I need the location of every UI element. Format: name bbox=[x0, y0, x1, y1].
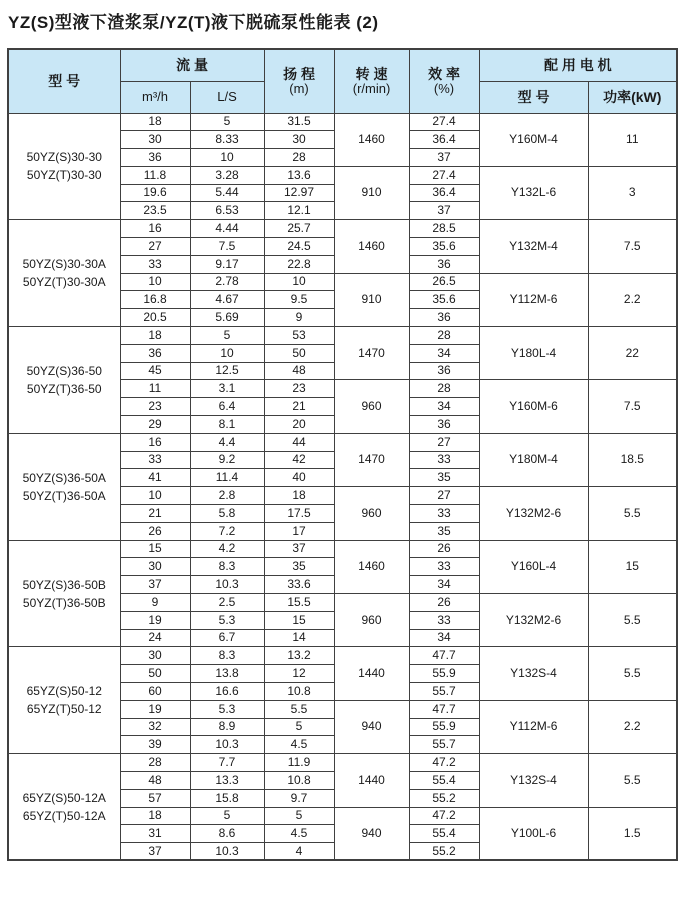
motor-model-cell: Y160M-6 bbox=[479, 380, 588, 433]
table-row bbox=[8, 327, 677, 345]
flow-ls-cell: 4.67 bbox=[190, 291, 264, 309]
head-cell: 4.5 bbox=[264, 736, 334, 754]
motor-model-cell: Y160L-4 bbox=[479, 540, 588, 593]
motor-model-cell: Y112M-6 bbox=[479, 700, 588, 753]
flow-ls-cell: 15.8 bbox=[190, 789, 264, 807]
motor-model-cell: Y132S-4 bbox=[479, 647, 588, 700]
table-header bbox=[8, 49, 677, 113]
efficiency-cell: 28 bbox=[409, 380, 479, 398]
col-header-efficiency-unit: (%) bbox=[433, 80, 455, 96]
col-header-head bbox=[264, 49, 334, 113]
flow-ls-cell: 5 bbox=[190, 807, 264, 825]
speed-cell: 1470 bbox=[334, 433, 409, 486]
efficiency-cell: 36 bbox=[409, 255, 479, 273]
table-row bbox=[8, 220, 677, 238]
head-cell: 20 bbox=[264, 416, 334, 434]
motor-power-cell: 7.5 bbox=[588, 220, 677, 273]
speed-cell: 1460 bbox=[334, 220, 409, 273]
col-header-head-label: 扬 程 bbox=[283, 65, 315, 82]
flow-m3h-cell: 23.5 bbox=[120, 202, 190, 220]
flow-ls-cell: 11.4 bbox=[190, 469, 264, 487]
efficiency-cell: 34 bbox=[409, 398, 479, 416]
efficiency-cell: 55.2 bbox=[409, 843, 479, 861]
flow-ls-cell: 6.7 bbox=[190, 629, 264, 647]
motor-model-cell: Y112M-6 bbox=[479, 273, 588, 326]
efficiency-cell: 36 bbox=[409, 309, 479, 327]
flow-ls-cell: 8.33 bbox=[190, 131, 264, 149]
flow-ls-cell: 5 bbox=[190, 327, 264, 345]
efficiency-cell: 34 bbox=[409, 344, 479, 362]
flow-ls-cell: 12.5 bbox=[190, 362, 264, 380]
model-name: 50YZ(T)36-50B bbox=[22, 595, 106, 610]
efficiency-cell: 55.4 bbox=[409, 771, 479, 789]
model-name: 50YZ(T)36-50A bbox=[22, 488, 106, 503]
motor-power-cell: 11 bbox=[588, 113, 677, 166]
flow-ls-cell: 4.4 bbox=[190, 433, 264, 451]
efficiency-cell: 36.4 bbox=[409, 184, 479, 202]
model-name: 50YZ(S)36-50 bbox=[26, 363, 102, 378]
efficiency-cell: 47.2 bbox=[409, 807, 479, 825]
efficiency-cell: 26 bbox=[409, 594, 479, 612]
efficiency-cell: 35.6 bbox=[409, 238, 479, 256]
flow-ls-cell: 13.8 bbox=[190, 665, 264, 683]
flow-ls-cell: 5.44 bbox=[190, 184, 264, 202]
efficiency-cell: 36.4 bbox=[409, 131, 479, 149]
efficiency-cell: 55.2 bbox=[409, 789, 479, 807]
motor-power-cell: 2.2 bbox=[588, 273, 677, 326]
efficiency-cell: 28 bbox=[409, 327, 479, 345]
motor-model-cell: Y132L-6 bbox=[479, 166, 588, 219]
col-header-motor-model: 型 号 bbox=[479, 81, 588, 113]
flow-m3h-cell: 29 bbox=[120, 416, 190, 434]
flow-ls-cell: 10 bbox=[190, 149, 264, 167]
col-header-efficiency bbox=[409, 49, 479, 113]
head-cell: 33.6 bbox=[264, 576, 334, 594]
col-header-speed-unit: (r/min) bbox=[352, 80, 391, 96]
motor-model-cell: Y132S-4 bbox=[479, 754, 588, 807]
model-name: 50YZ(T)36-50 bbox=[26, 381, 102, 396]
flow-m3h-cell: 18 bbox=[120, 807, 190, 825]
motor-model-cell: Y100L-6 bbox=[479, 807, 588, 860]
flow-ls-cell: 13.3 bbox=[190, 771, 264, 789]
efficiency-cell: 27 bbox=[409, 433, 479, 451]
flow-m3h-cell: 30 bbox=[120, 558, 190, 576]
head-cell: 22.8 bbox=[264, 255, 334, 273]
flow-ls-cell: 10.3 bbox=[190, 843, 264, 861]
flow-m3h-cell: 9 bbox=[120, 594, 190, 612]
motor-model-cell: Y132M2-6 bbox=[479, 487, 588, 540]
flow-m3h-cell: 28 bbox=[120, 754, 190, 772]
head-cell: 17.5 bbox=[264, 505, 334, 523]
flow-ls-cell: 10 bbox=[190, 344, 264, 362]
flow-ls-cell: 8.1 bbox=[190, 416, 264, 434]
model-name: 65YZ(S)50-12A bbox=[22, 790, 106, 805]
speed-cell: 1470 bbox=[334, 327, 409, 380]
flow-m3h-cell: 15 bbox=[120, 540, 190, 558]
head-cell: 50 bbox=[264, 344, 334, 362]
flow-m3h-cell: 41 bbox=[120, 469, 190, 487]
head-cell: 44 bbox=[264, 433, 334, 451]
head-cell: 9.7 bbox=[264, 789, 334, 807]
efficiency-cell: 55.4 bbox=[409, 825, 479, 843]
head-cell: 42 bbox=[264, 451, 334, 469]
flow-ls-cell: 2.5 bbox=[190, 594, 264, 612]
head-cell: 15 bbox=[264, 611, 334, 629]
col-header-head-unit: (m) bbox=[289, 80, 309, 96]
flow-ls-cell: 2.8 bbox=[190, 487, 264, 505]
head-cell: 23 bbox=[264, 380, 334, 398]
motor-model-cell: Y132M-4 bbox=[479, 220, 588, 273]
head-cell: 13.6 bbox=[264, 166, 334, 184]
flow-ls-cell: 5.8 bbox=[190, 505, 264, 523]
flow-ls-cell: 8.9 bbox=[190, 718, 264, 736]
flow-m3h-cell: 24 bbox=[120, 629, 190, 647]
flow-m3h-cell: 37 bbox=[120, 576, 190, 594]
head-cell: 30 bbox=[264, 131, 334, 149]
speed-cell: 960 bbox=[334, 487, 409, 540]
flow-ls-cell: 2.78 bbox=[190, 273, 264, 291]
model-cell bbox=[8, 327, 120, 434]
flow-m3h-cell: 20.5 bbox=[120, 309, 190, 327]
speed-cell: 1440 bbox=[334, 647, 409, 700]
col-header-motor: 配 用 电 机 bbox=[479, 49, 677, 81]
table-row bbox=[8, 647, 677, 665]
speed-cell: 1460 bbox=[334, 113, 409, 166]
table-body bbox=[8, 113, 677, 860]
flow-m3h-cell: 45 bbox=[120, 362, 190, 380]
head-cell: 28 bbox=[264, 149, 334, 167]
motor-power-cell: 18.5 bbox=[588, 433, 677, 486]
head-cell: 10 bbox=[264, 273, 334, 291]
head-cell: 9.5 bbox=[264, 291, 334, 309]
motor-power-cell: 2.2 bbox=[588, 700, 677, 753]
head-cell: 53 bbox=[264, 327, 334, 345]
efficiency-cell: 55.7 bbox=[409, 736, 479, 754]
head-cell: 12.97 bbox=[264, 184, 334, 202]
col-header-speed bbox=[334, 49, 409, 113]
motor-power-cell: 15 bbox=[588, 540, 677, 593]
flow-m3h-cell: 16.8 bbox=[120, 291, 190, 309]
speed-cell: 940 bbox=[334, 700, 409, 753]
speed-cell: 960 bbox=[334, 594, 409, 647]
flow-ls-cell: 3.1 bbox=[190, 380, 264, 398]
motor-model-cell: Y180L-4 bbox=[479, 327, 588, 380]
model-name: 65YZ(S)50-12 bbox=[26, 684, 102, 699]
motor-power-cell: 1.5 bbox=[588, 807, 677, 860]
head-cell: 13.2 bbox=[264, 647, 334, 665]
flow-ls-cell: 8.6 bbox=[190, 825, 264, 843]
flow-ls-cell: 5 bbox=[190, 113, 264, 131]
efficiency-cell: 37 bbox=[409, 149, 479, 167]
efficiency-cell: 33 bbox=[409, 558, 479, 576]
efficiency-cell: 36 bbox=[409, 362, 479, 380]
model-name: 50YZ(S)36-50B bbox=[22, 577, 106, 592]
flow-m3h-cell: 30 bbox=[120, 647, 190, 665]
efficiency-cell: 33 bbox=[409, 611, 479, 629]
efficiency-cell: 55.7 bbox=[409, 683, 479, 701]
flow-m3h-cell: 37 bbox=[120, 843, 190, 861]
efficiency-cell: 37 bbox=[409, 202, 479, 220]
flow-ls-cell: 5.3 bbox=[190, 700, 264, 718]
flow-m3h-cell: 48 bbox=[120, 771, 190, 789]
model-cell bbox=[8, 220, 120, 327]
flow-ls-cell: 8.3 bbox=[190, 647, 264, 665]
flow-m3h-cell: 33 bbox=[120, 451, 190, 469]
motor-model-cell: Y132M2-6 bbox=[479, 594, 588, 647]
motor-power-cell: 5.5 bbox=[588, 647, 677, 700]
head-cell: 48 bbox=[264, 362, 334, 380]
flow-ls-cell: 9.17 bbox=[190, 255, 264, 273]
model-name: 50YZ(T)30-30A bbox=[22, 275, 106, 290]
flow-m3h-cell: 18 bbox=[120, 327, 190, 345]
table-row bbox=[8, 540, 677, 558]
flow-m3h-cell: 19.6 bbox=[120, 184, 190, 202]
head-cell: 21 bbox=[264, 398, 334, 416]
table-row bbox=[8, 754, 677, 772]
model-cell bbox=[8, 540, 120, 647]
model-name: 65YZ(T)50-12 bbox=[26, 702, 102, 717]
model-cell bbox=[8, 754, 120, 861]
motor-power-cell: 22 bbox=[588, 327, 677, 380]
header-row-1 bbox=[8, 49, 677, 81]
efficiency-cell: 26.5 bbox=[409, 273, 479, 291]
motor-power-cell: 5.5 bbox=[588, 754, 677, 807]
flow-ls-cell: 4.2 bbox=[190, 540, 264, 558]
flow-ls-cell: 4.44 bbox=[190, 220, 264, 238]
motor-model-cell: Y160M-4 bbox=[479, 113, 588, 166]
head-cell: 4 bbox=[264, 843, 334, 861]
flow-m3h-cell: 26 bbox=[120, 522, 190, 540]
flow-m3h-cell: 10 bbox=[120, 487, 190, 505]
head-cell: 37 bbox=[264, 540, 334, 558]
model-cell bbox=[8, 113, 120, 220]
efficiency-cell: 34 bbox=[409, 629, 479, 647]
head-cell: 24.5 bbox=[264, 238, 334, 256]
speed-cell: 940 bbox=[334, 807, 409, 860]
model-name: 50YZ(S)30-30 bbox=[26, 150, 102, 165]
flow-ls-cell: 9.2 bbox=[190, 451, 264, 469]
table-row bbox=[8, 433, 677, 451]
model-name: 65YZ(T)50-12A bbox=[22, 808, 106, 823]
efficiency-cell: 47.2 bbox=[409, 754, 479, 772]
head-cell: 12 bbox=[264, 665, 334, 683]
efficiency-cell: 35 bbox=[409, 522, 479, 540]
col-header-speed-label: 转 速 bbox=[355, 65, 388, 82]
flow-m3h-cell: 19 bbox=[120, 700, 190, 718]
efficiency-cell: 28.5 bbox=[409, 220, 479, 238]
head-cell: 5 bbox=[264, 807, 334, 825]
speed-cell: 910 bbox=[334, 166, 409, 219]
motor-power-cell: 3 bbox=[588, 166, 677, 219]
head-cell: 14 bbox=[264, 629, 334, 647]
flow-ls-cell: 7.2 bbox=[190, 522, 264, 540]
motor-model-cell: Y180M-4 bbox=[479, 433, 588, 486]
page-title: YZ(S)型液下渣浆泵/YZ(T)液下脱硫泵性能表 (2) bbox=[8, 13, 379, 32]
table-row bbox=[8, 113, 677, 131]
flow-m3h-cell: 23 bbox=[120, 398, 190, 416]
flow-ls-cell: 10.3 bbox=[190, 736, 264, 754]
motor-power-cell: 5.5 bbox=[588, 487, 677, 540]
flow-m3h-cell: 27 bbox=[120, 238, 190, 256]
col-header-model: 型 号 bbox=[8, 49, 120, 113]
speed-cell: 1460 bbox=[334, 540, 409, 593]
flow-m3h-cell: 32 bbox=[120, 718, 190, 736]
efficiency-cell: 33 bbox=[409, 451, 479, 469]
flow-m3h-cell: 10 bbox=[120, 273, 190, 291]
flow-m3h-cell: 11.8 bbox=[120, 166, 190, 184]
flow-m3h-cell: 11 bbox=[120, 380, 190, 398]
efficiency-cell: 26 bbox=[409, 540, 479, 558]
efficiency-cell: 34 bbox=[409, 576, 479, 594]
model-name: 50YZ(T)30-30 bbox=[26, 168, 102, 183]
efficiency-cell: 33 bbox=[409, 505, 479, 523]
flow-m3h-cell: 21 bbox=[120, 505, 190, 523]
head-cell: 12.1 bbox=[264, 202, 334, 220]
head-cell: 5.5 bbox=[264, 700, 334, 718]
flow-ls-cell: 6.4 bbox=[190, 398, 264, 416]
flow-ls-cell: 7.5 bbox=[190, 238, 264, 256]
flow-ls-cell: 6.53 bbox=[190, 202, 264, 220]
model-name: 50YZ(S)36-50A bbox=[22, 470, 106, 485]
head-cell: 11.9 bbox=[264, 754, 334, 772]
efficiency-cell: 27.4 bbox=[409, 166, 479, 184]
flow-ls-cell: 16.6 bbox=[190, 683, 264, 701]
flow-ls-cell: 3.28 bbox=[190, 166, 264, 184]
head-cell: 25.7 bbox=[264, 220, 334, 238]
efficiency-cell: 27.4 bbox=[409, 113, 479, 131]
model-name: 50YZ(S)30-30A bbox=[22, 257, 106, 272]
col-header-flow-m3h: m³/h bbox=[120, 81, 190, 113]
flow-ls-cell: 10.3 bbox=[190, 576, 264, 594]
head-cell: 5 bbox=[264, 718, 334, 736]
head-cell: 40 bbox=[264, 469, 334, 487]
motor-power-cell: 7.5 bbox=[588, 380, 677, 433]
col-header-flow: 流 量 bbox=[120, 49, 264, 81]
flow-m3h-cell: 50 bbox=[120, 665, 190, 683]
flow-ls-cell: 5.3 bbox=[190, 611, 264, 629]
flow-m3h-cell: 39 bbox=[120, 736, 190, 754]
flow-m3h-cell: 16 bbox=[120, 220, 190, 238]
head-cell: 35 bbox=[264, 558, 334, 576]
flow-ls-cell: 8.3 bbox=[190, 558, 264, 576]
flow-m3h-cell: 31 bbox=[120, 825, 190, 843]
efficiency-cell: 55.9 bbox=[409, 718, 479, 736]
efficiency-cell: 35.6 bbox=[409, 291, 479, 309]
speed-cell: 960 bbox=[334, 380, 409, 433]
flow-m3h-cell: 33 bbox=[120, 255, 190, 273]
efficiency-cell: 27 bbox=[409, 487, 479, 505]
efficiency-cell: 36 bbox=[409, 416, 479, 434]
flow-m3h-cell: 18 bbox=[120, 113, 190, 131]
flow-m3h-cell: 30 bbox=[120, 131, 190, 149]
flow-m3h-cell: 16 bbox=[120, 433, 190, 451]
flow-ls-cell: 5.69 bbox=[190, 309, 264, 327]
head-cell: 9 bbox=[264, 309, 334, 327]
performance-table bbox=[7, 48, 678, 861]
head-cell: 10.8 bbox=[264, 771, 334, 789]
efficiency-cell: 47.7 bbox=[409, 700, 479, 718]
efficiency-cell: 55.9 bbox=[409, 665, 479, 683]
flow-m3h-cell: 19 bbox=[120, 611, 190, 629]
head-cell: 10.8 bbox=[264, 683, 334, 701]
head-cell: 4.5 bbox=[264, 825, 334, 843]
model-cell bbox=[8, 433, 120, 540]
col-header-efficiency-label: 效 率 bbox=[428, 65, 460, 82]
speed-cell: 1440 bbox=[334, 754, 409, 807]
model-cell bbox=[8, 647, 120, 754]
head-cell: 15.5 bbox=[264, 594, 334, 612]
head-cell: 18 bbox=[264, 487, 334, 505]
efficiency-cell: 47.7 bbox=[409, 647, 479, 665]
motor-power-cell: 5.5 bbox=[588, 594, 677, 647]
col-header-motor-power: 功率(kW) bbox=[588, 81, 677, 113]
flow-m3h-cell: 36 bbox=[120, 344, 190, 362]
efficiency-cell: 35 bbox=[409, 469, 479, 487]
flow-ls-cell: 7.7 bbox=[190, 754, 264, 772]
head-cell: 17 bbox=[264, 522, 334, 540]
head-cell: 31.5 bbox=[264, 113, 334, 131]
flow-m3h-cell: 57 bbox=[120, 789, 190, 807]
flow-m3h-cell: 60 bbox=[120, 683, 190, 701]
flow-m3h-cell: 36 bbox=[120, 149, 190, 167]
speed-cell: 910 bbox=[334, 273, 409, 326]
col-header-flow-ls: L/S bbox=[190, 81, 264, 113]
